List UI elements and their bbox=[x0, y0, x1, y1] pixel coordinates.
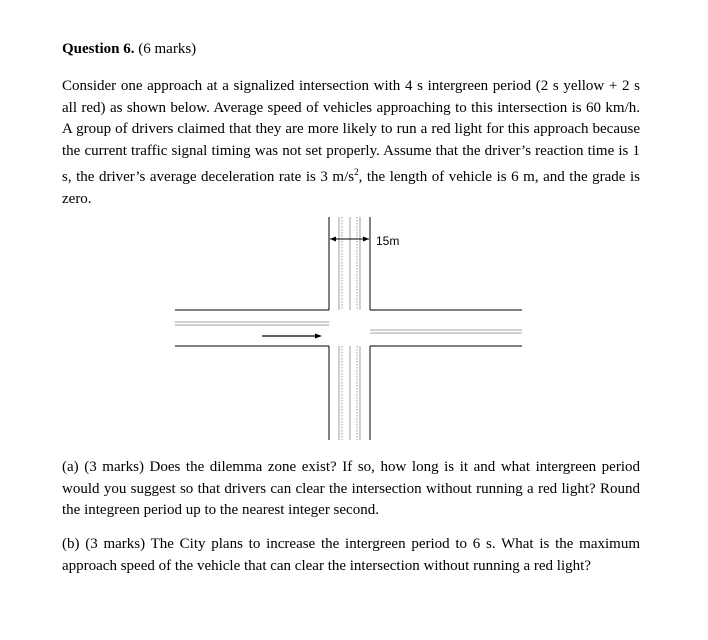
intro-text: Consider one approach at a signalized intersection with 4 s intergreen period (2 s yellow + 2 s all red) as shown below. Average speed of vehicles approaching to this intersection is 60 km/h. A group of drivers claimed that they are more likely to run a red light for this approach because the current traffic signal timing was not set properly. Assume that the driver’s reaction time is 1 s, the driver’s average deceleration rate is 3 m/s bbox=[62, 78, 640, 186]
intro-text-end: , the length of vehicle is 6 m, and the grade is zero. bbox=[62, 169, 641, 207]
approach-arrow-icon bbox=[315, 334, 322, 339]
dimension-arrowhead-left bbox=[330, 237, 336, 242]
part-a bbox=[62, 457, 640, 522]
question-intro bbox=[62, 76, 640, 211]
intersection-diagram bbox=[170, 212, 530, 444]
question-block bbox=[62, 38, 640, 211]
part-a-text: (a) (3 marks) Does the dilemma zone exist? If so, how long is it and what intergreen period would you suggest so that drivers can clear the intersection without running a red light? Round the integreen period up to the nearest integer second. bbox=[62, 459, 640, 519]
dimension-arrowhead-right bbox=[363, 237, 369, 242]
part-b-text: (b) (3 marks) The City plans to increase the intergreen period to 6 s. What is the maximum approach speed of the vehicle that can clear the intersection without running a red light? bbox=[62, 536, 640, 574]
question-heading bbox=[62, 38, 640, 60]
part-b bbox=[62, 534, 640, 577]
question-marks: (6 marks) bbox=[138, 41, 197, 57]
intro-superscript: 2 bbox=[354, 167, 359, 178]
question-number: Question 6. bbox=[62, 41, 135, 57]
width-label: 15m bbox=[376, 234, 400, 248]
